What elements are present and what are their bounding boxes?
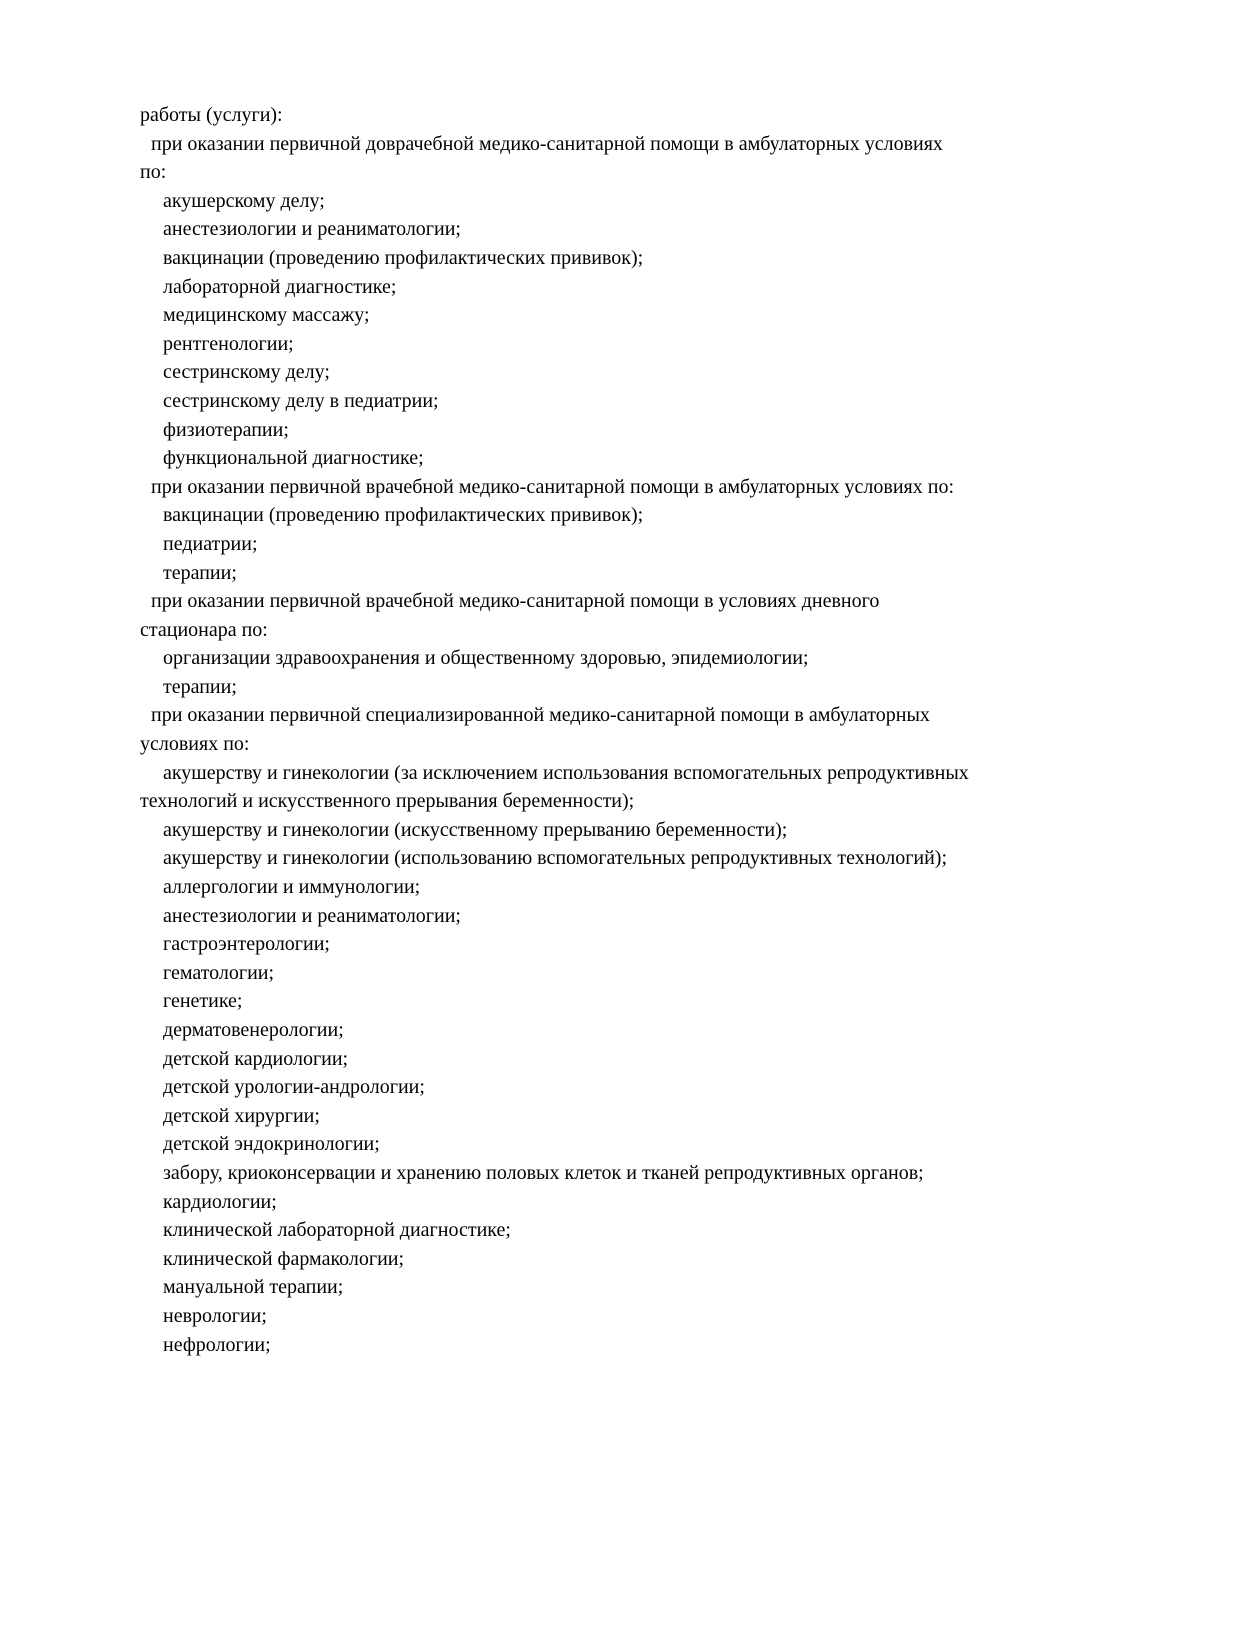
service-item: гематологии; <box>163 961 275 984</box>
service-item: акушерскому делу; <box>163 189 325 212</box>
section-header-continuation: по: <box>140 161 167 184</box>
service-item: анестезиологии и реаниматологии; <box>163 218 461 241</box>
service-item: гастроэнтерологии; <box>163 933 330 956</box>
section-header: при оказании первичной врачебной медико-санитарной помощи в амбулаторных условиях по: <box>151 475 955 498</box>
service-item: аллергологии и иммунологии; <box>163 876 421 899</box>
section-header: при оказании первичной специализированной медико-санитарной помощи в амбулаторных <box>151 704 930 727</box>
section-header: при оказании первичной врачебной медико-санитарной помощи в условиях дневного <box>151 590 880 613</box>
service-item: детской кардиологии; <box>163 1047 349 1070</box>
service-item: организации здравоохранения и общественному здоровью, эпидемиологии; <box>163 647 809 670</box>
service-item: мануальной терапии; <box>163 1276 344 1299</box>
section-header: при оказании первичной доврачебной медико-санитарной помощи в амбулаторных условиях <box>151 132 943 155</box>
service-item: педиатрии; <box>163 532 258 555</box>
service-item: клинической лабораторной диагностике; <box>163 1219 511 1242</box>
service-item: детской хирургии; <box>163 1104 320 1127</box>
doc-title: работы (услуги): <box>140 104 283 126</box>
service-item: функциональной диагностике; <box>163 447 424 470</box>
service-item: терапии; <box>163 675 237 698</box>
service-item: физиотерапии; <box>163 418 289 441</box>
service-item: лабораторной диагностике; <box>163 275 397 298</box>
service-item: детской урологии-андрологии; <box>163 1076 425 1099</box>
service-item: анестезиологии и реаниматологии; <box>163 904 461 927</box>
section-header-continuation: условиях по: <box>140 733 250 756</box>
service-item: сестринскому делу в педиатрии; <box>163 389 439 412</box>
document-body <box>140 101 1168 1359</box>
section-header-continuation: стационара по: <box>140 618 268 641</box>
service-item: кардиологии; <box>163 1190 277 1213</box>
service-item: сестринскому делу; <box>163 361 330 384</box>
service-item: генетике; <box>163 990 243 1013</box>
service-item: акушерству и гинекологии (использованию вспомогательных репродуктивных технологий); <box>163 847 948 870</box>
service-item: вакцинации (проведению профилактических прививок); <box>163 246 644 269</box>
service-item: терапии; <box>163 561 237 584</box>
service-item: вакцинации (проведению профилактических прививок); <box>163 504 644 527</box>
service-item: детской эндокринологии; <box>163 1133 380 1156</box>
service-item: дерматовенерологии; <box>163 1019 344 1041</box>
service-item: забору, криоконсервации и хранению половых клеток и тканей репродуктивных органов; <box>163 1161 924 1184</box>
service-item: медицинскому массажу; <box>163 304 370 327</box>
service-item: неврологии; <box>163 1304 267 1327</box>
service-item: нефрологии; <box>163 1333 271 1356</box>
service-item-continuation: технологий и искусственного прерывания беременности); <box>140 790 635 813</box>
service-item: клинической фармакологии; <box>163 1247 405 1270</box>
service-item: акушерству и гинекологии (за исключением использования вспомогательных репродуктивных <box>163 761 969 784</box>
service-item: рентгенологии; <box>163 332 294 355</box>
service-item: акушерству и гинекологии (искусственному прерыванию беременности); <box>163 818 788 841</box>
